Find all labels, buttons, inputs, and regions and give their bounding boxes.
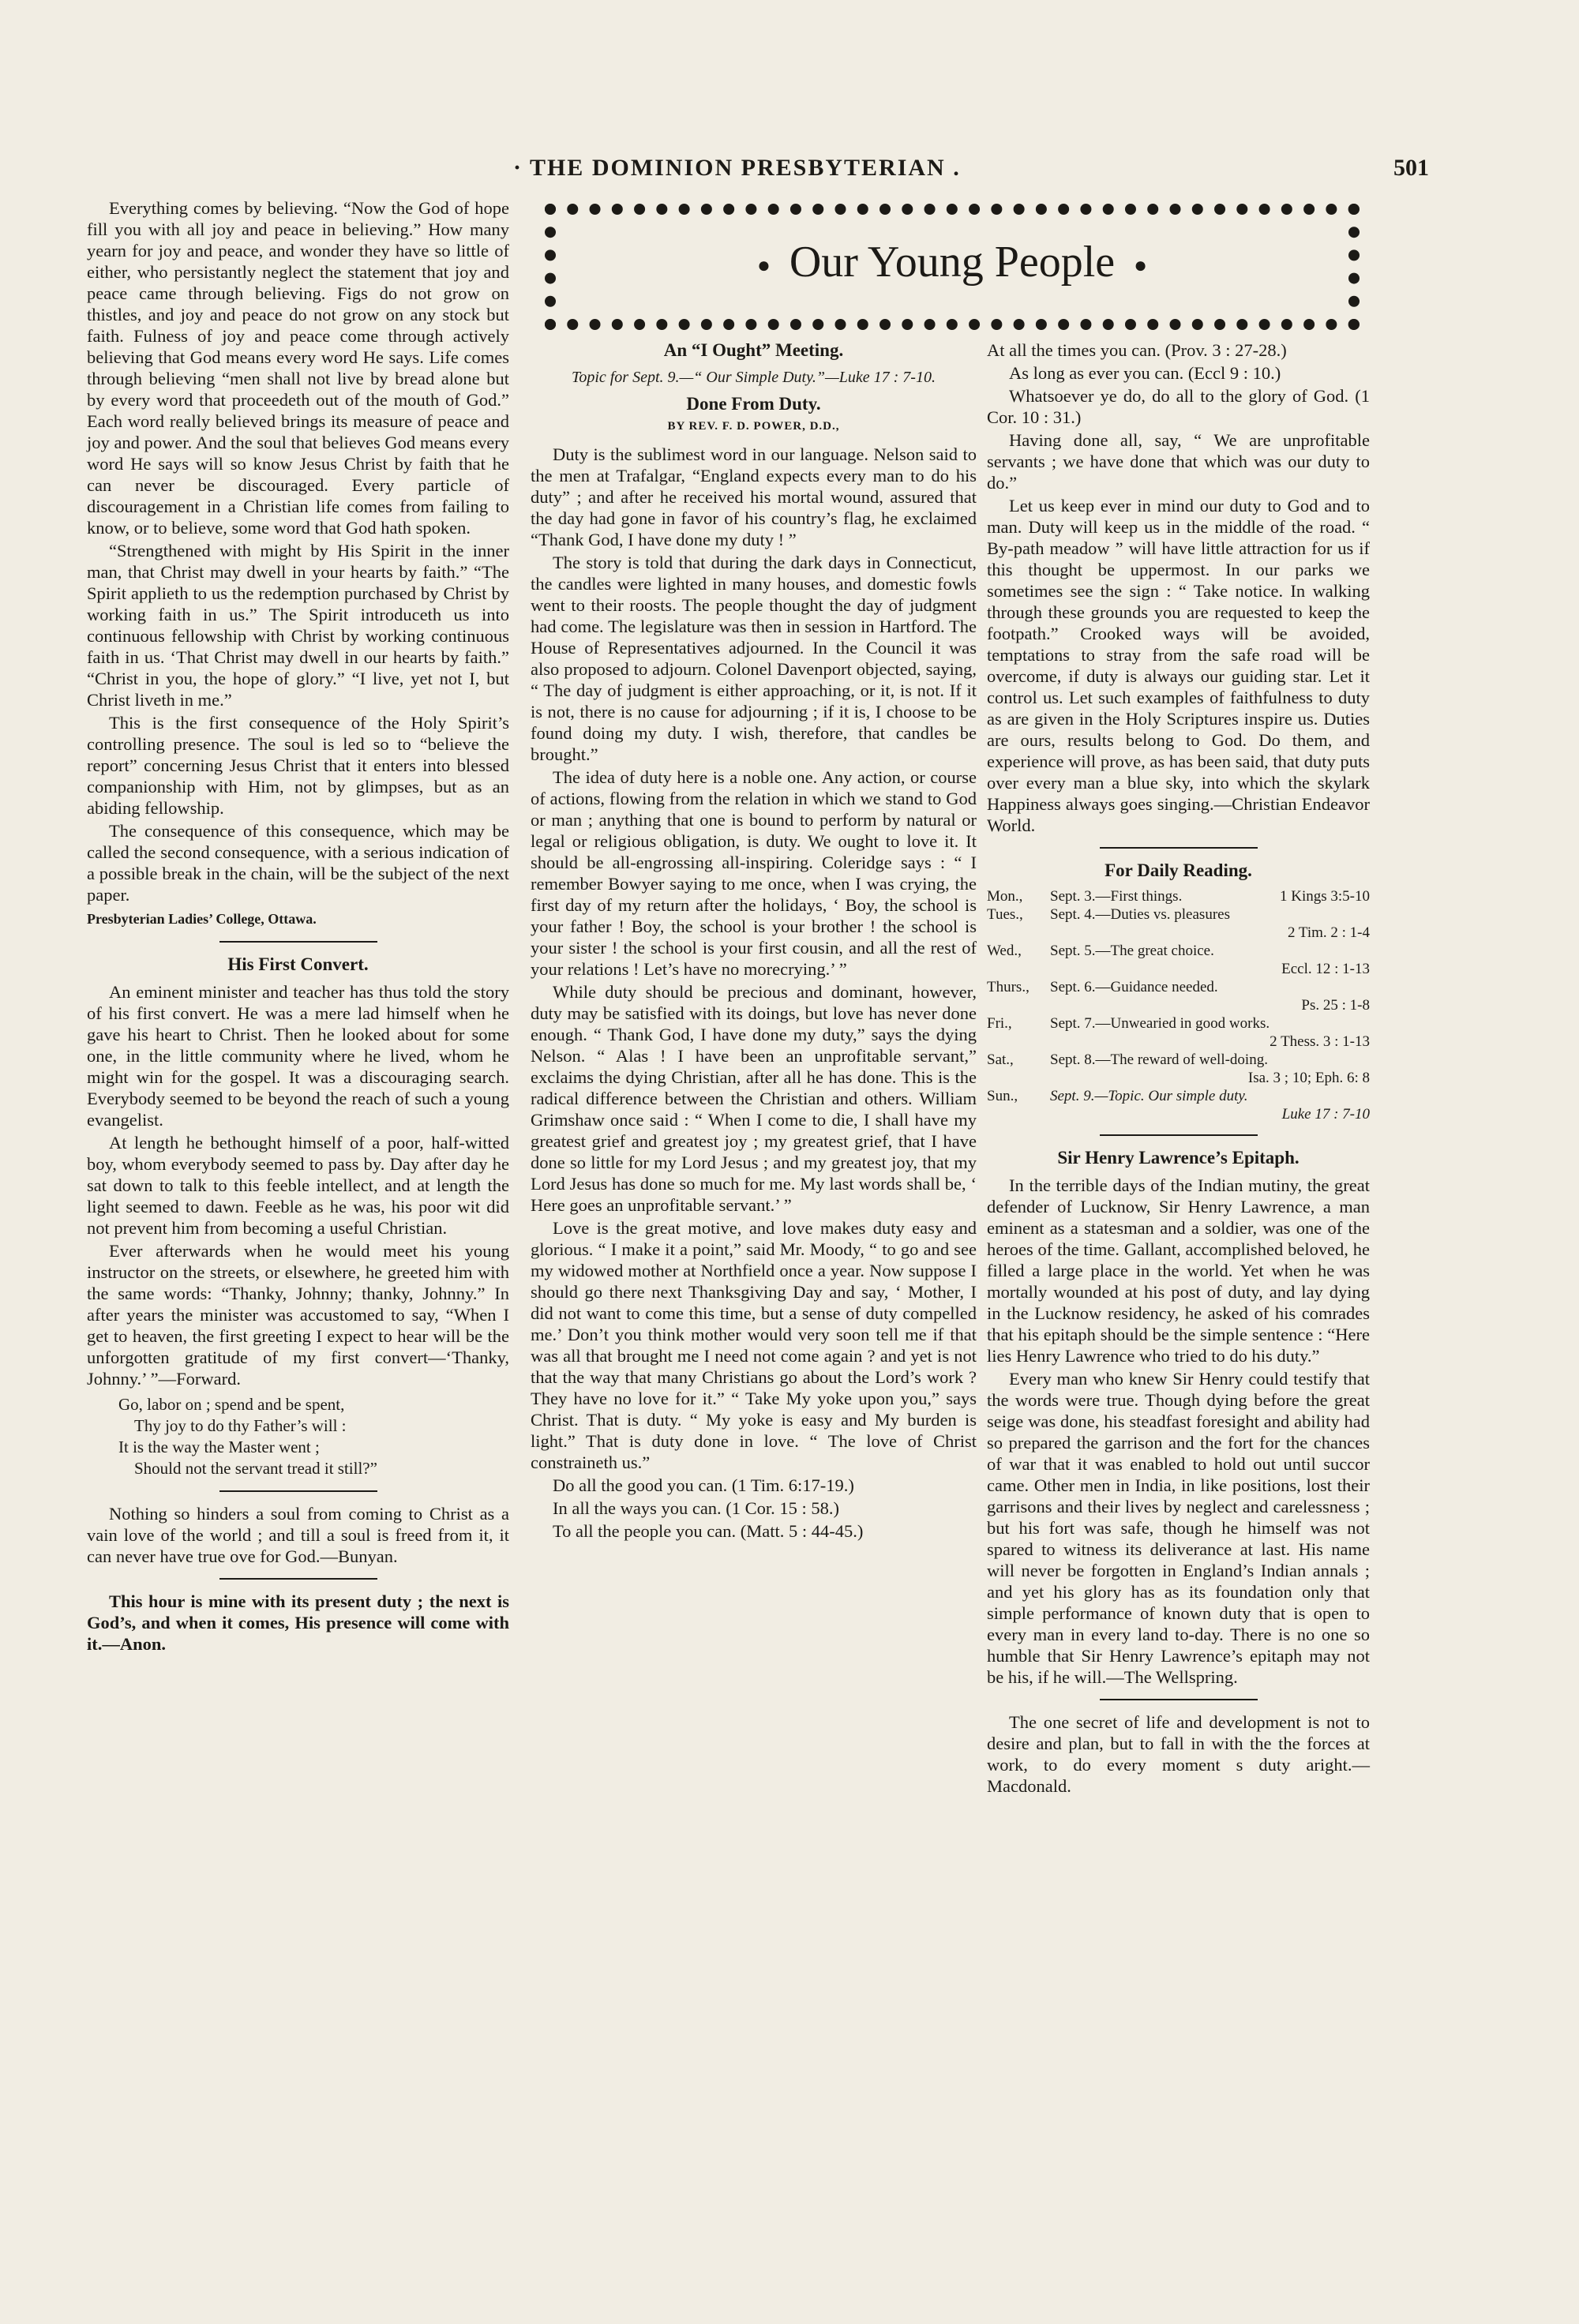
lawrence-paragraph-2: Every man who knew Sir Henry could testify that the words were true. Though dying before the great seige was done, his steadfast foresight and ability had so prepared the garrison and the fort for the chances of war that it was enabled to hold out until succor came. Other men in India, in like positions, lost their garrisons and their lives by neglect and carelessness ; but his fort was safe, though he himself was not spared to witness its deliverance at last. His name will never be forgotten in England’s Indian annals ; and yet his glory has as its foundation only that simple performance of known duty that is open to every man in every land to-day. There is no one so humble that Sir Henry Lawrence’s epitaph may not be his, if he will.—The Wellspring. <box>987 1369 1370 1687</box>
reading-day: Sun., <box>987 1088 1018 1104</box>
section-divider <box>219 941 377 943</box>
reading-day: Tues., <box>987 906 1023 923</box>
table-row <box>987 1069 1370 1087</box>
reading-ref: 2 Thess. 3 : 1-13 <box>1270 1033 1370 1050</box>
section-divider <box>219 1578 377 1580</box>
page-number: 501 <box>1393 155 1429 181</box>
reading-ref: 2 Tim. 2 : 1-4 <box>1287 924 1370 941</box>
convert-paragraph-1: An eminent minister and teacher has thus told the story of his first convert. He was a mere lad himself when he gave his heart to Christ. Then he looked about for some one, in the little community where he lived, whom he might win for the gospel. It was a discouraging search. Everybody seemed to be beyond the reach of such a young evangelist. <box>87 982 509 1130</box>
table-row <box>987 1087 1370 1105</box>
reading-text: Sept. 4.—Duties vs. pleasures <box>1050 906 1230 923</box>
duty-paragraph-10: As long as ever you can. (Eccl 9 : 10.) <box>1009 363 1281 383</box>
table-row <box>987 960 1370 978</box>
reading-text: Sept. 7.—Unwearied in good works. <box>1050 1015 1270 1032</box>
empty-cell <box>1277 1051 1370 1069</box>
banner-title-wrap <box>545 237 1360 287</box>
table-row <box>987 1051 1370 1069</box>
reading-ref: Luke 17 : 7-10 <box>1281 1106 1370 1123</box>
column-right <box>987 339 1370 1798</box>
faith-paragraph-1: Everything comes by believing. “Now the God of hope fill you with all joy and peace in believing.” How many yearn for joy and peace, and wonder they have so little of either, who persistantly neglect the statement that joy and peace came through believing. Figs do not grow on thistles, and joy and peace do not grow on any stock but faith. Fulness of joy and peace come through actively believing that God means every word He says. Life comes through believing “men shall not live by bread alone but by every word that proceedeth out of the mouth of God.” Each word really believed brings its measure of peace and joy and power. And the soul that believes God means every word He says will so know Jesus Christ by faith that he can never be discouraged. Every particle of discouragement in a Christian life comes from failing to know, or to believe, some word that God hath spoken. <box>87 198 509 538</box>
table-row <box>987 996 1370 1014</box>
meeting-heading: An “I Ought” Meeting. <box>663 340 844 360</box>
reading-text: Sept. 5.—The great choice. <box>1050 943 1214 959</box>
duty-paragraph-6: Do all the good you can. (1 Tim. 6:17-19.) <box>553 1475 854 1495</box>
duty-paragraph-8: To all the people you can. (Matt. 5 : 44-45.) <box>553 1521 864 1541</box>
empty-cell <box>1277 978 1370 996</box>
empty-cell <box>1277 905 1370 924</box>
reading-ref: Ps. 25 : 1-8 <box>1301 997 1370 1014</box>
running-title: · THE DOMINION PRESBYTERIAN . <box>513 155 961 181</box>
duty-paragraph-5: Love is the great motive, and love makes duty easy and glorious. “ I make it a point,” said Mr. Moody, “ to go and see my widowed mother at Northfield once a year. Now suppose I should go there next Thanksgiving Day and say, ‘ Mother, I did not want to come this time, but a sense of duty compelled me.’ Don’t you think mother would very soon tell me if that was all that brought me I need not come again ? and yet is not that the way that many Christians go about the Lord’s work ? They have no love for it.” “ Take My yoke upon you,” says Christ. That is duty. “ My yoke is easy and My burden is light.” That is duty done in love. “ The love of Christ constraineth us.” <box>531 1218 977 1472</box>
duty-paragraph-4: While duty should be precious and dominant, however, duty may be satisfied with its doings, but love has never done enough. “ Thank God, I have done my duty,” says the dying Nelson. “ Alas ! I have been an unprofitable servant,” exclaims the dying Christian, after all he has done. This is the radical difference between the Christian and others. William Grimshaw once said : “ When I come to die, I shall have my greatest grief and greatest joy ; my greatest grief, that I have done so little for my Lord Jesus ; and my greatest joy, that my Lord Jesus has done so much for me. My last words shall be, ‘ Here goes an unprofitable servant.’ ” <box>531 982 977 1215</box>
poem-line: It is the way the Master went ; <box>118 1438 320 1456</box>
convert-paragraph-2: At length he bethought himself of a poor, half-witted boy, whom everybody seemed to pass by. Day after day he sat down to talk to this feeble intellect, and at length the light seemed to dawn. Feeble as he was, his poor wit did not prevent him from becoming a useful Christian. <box>87 1133 509 1238</box>
table-row <box>987 887 1370 905</box>
reading-text: Sept. 3.—First things. <box>1050 888 1183 905</box>
duty-paragraph-1: Duty is the sublimest word in our language. Nelson said to the men at Trafalgar, “England expects every man to do his duty” ; and after he received his mortal wound, assured that the day had gone in favor of his country’s flag, he exclaimed “Thank God, I have done my duty ! ” <box>531 444 977 549</box>
empty-cell <box>1277 942 1370 960</box>
duty-paragraph-7: In all the ways you can. (1 Cor. 15 : 58.) <box>553 1498 840 1518</box>
banner-title: Our Young People <box>789 238 1116 287</box>
poem <box>118 1394 509 1479</box>
anon-quote: This hour is mine with its present duty ; the next is God’s, and when it comes, His presence will come with it.—Anon. <box>87 1591 509 1654</box>
article-signoff: Presbyterian Ladies’ College, Ottawa. <box>87 911 317 927</box>
page-header <box>87 155 1429 186</box>
reading-day: Mon., <box>987 888 1023 905</box>
column-middle <box>531 339 977 1543</box>
bunyan-quote: Nothing so hinders a soul from coming to Christ as a vain love of the world ; and till a soul is freed from it, it can never have true ove for God.—Bunyan. <box>87 1504 509 1566</box>
table-row <box>987 942 1370 960</box>
duty-paragraph-9: At all the times you can. (Prov. 3 : 27-28.) <box>987 340 1287 360</box>
table-row <box>987 905 1370 924</box>
macdonald-quote: The one secret of life and development is not to desire and plan, but to fall in with the the forces at work, to do every moment s duty aright.—Macdonald. <box>987 1712 1370 1796</box>
empty-cell <box>1277 1087 1370 1105</box>
table-row <box>987 1033 1370 1051</box>
faith-paragraph-4: The consequence of this consequence, which may be called the second consequence, with a serious indication of a possible break in the chain, will be the subject of the next paper. <box>87 821 509 905</box>
empty-cell <box>1277 1014 1370 1033</box>
table-row <box>987 978 1370 996</box>
lawrence-heading: Sir Henry Lawrence’s Epitaph. <box>1057 1148 1300 1168</box>
poem-line: Go, labor on ; spend and be spent, <box>118 1395 345 1414</box>
duty-paragraph-11: Whatsoever ye do, do all to the glory of God. (1 Cor. 10 : 31.) <box>987 386 1370 427</box>
duty-paragraph-2: The story is told that during the dark days in Connecticut, the candles were lighted in many houses, and domestic fowls went to their roosts. The people thought the day of judgment had come. The legislature was then in session in Hartford. The House of Representatives adjourned. In the Council it was also proposed to adjourn. Colonel Davenport objected, saying, “ The day of judgment is either approaching, or it, is not. If it is not, there is no cause for adjourning ; if it is, I choose to be found doing my duty. I wish, therefore, that candles be brought.” <box>531 553 977 764</box>
poem-line: Thy joy to do thy Father’s will : <box>134 1416 347 1435</box>
meeting-topic: Topic for Sept. 9.—“ Our Simple Duty.”—Luke 17 : 7-10. <box>572 369 936 386</box>
reading-text: Sept. 9.—Topic. Our simple duty. <box>1050 1088 1248 1104</box>
duty-subheading: Done From Duty. <box>686 394 821 414</box>
reading-ref: Eccl. 12 : 1-13 <box>1281 961 1370 977</box>
section-divider <box>1100 847 1258 849</box>
section-banner <box>545 204 1360 330</box>
table-row <box>987 924 1370 942</box>
author-byline: BY REV. F. D. POWER, D.D., <box>667 420 840 433</box>
lawrence-paragraph-1: In the terrible days of the Indian mutiny, the great defender of Lucknow, Sir Henry Lawrence, a man eminent as a statesman and a soldier, was one of the heroes of the time. Gallant, accomplished beloved, he filled a large place in the world. Yet when he was mortally wounded at his post of duty, and lay dying in the Lucknow residency, he asked of his comrades that his epitaph should be the simple sentence : “Here lies Henry Lawrence who tried to do his duty.” <box>987 1175 1370 1366</box>
reading-text: Sept. 8.—The reward of well-doing. <box>1050 1051 1268 1068</box>
convert-paragraph-3: Ever afterwards when he would meet his young instructor on the streets, or elsewhere, he greeted him with the same words: “Thanky, Johnny; thanky, Johnny.” In after years the minister was accustomed to say, “When I get to heaven, the first greeting I expect to hear will be the unforgotten gratitude of my first convert—‘Thanky, Johnny.’ ”—Forward. <box>87 1241 509 1389</box>
bullet-icon: ● <box>1134 253 1148 279</box>
duty-paragraph-12: Having done all, say, “ We are unprofitable servants ; we have done that which was our duty to do.” <box>987 430 1370 493</box>
section-divider <box>1100 1699 1258 1700</box>
daily-reading-table <box>987 887 1370 1123</box>
section-divider <box>1100 1134 1258 1136</box>
reading-day: Thurs., <box>987 979 1030 995</box>
convert-heading: His First Convert. <box>227 954 369 974</box>
duty-paragraph-13: Let us keep ever in mind our duty to God and to man. Duty will keep us in the middle of the road. “ By-path meadow ” will have little attraction for us if this thought be uppermost. In our parks we sometimes see the sign : “ Take notice. In walking through these grounds you are requested to keep the footpath.” Crooked ways will be avoided, temptations to stray from the safe road will be overcome, if duty is always our guiding star. Let it control us. Let such examples of faithfulness to duty as are given in the Holy Scriptures inspire us. Duties are ours, results belong to God. Do them, and experience will prove, as has been said, that duty puts over every man a blue sky, into which the skylark Happiness always goes singing.—Christian Endeavor World. <box>987 496 1370 835</box>
reading-ref: Isa. 3 ; 10; Eph. 6: 8 <box>1247 1070 1370 1086</box>
reading-day: Sat., <box>987 1051 1014 1068</box>
reading-day: Wed., <box>987 943 1022 959</box>
column-left <box>87 197 509 1656</box>
bullet-icon: ● <box>756 253 771 279</box>
faith-paragraph-2: “Strengthened with might by His Spirit in the inner man, that Christ may dwell in your hearts by faith.” “The Spirit applieth to us the redemption purchased by Christ by working faith in us.” The Spirit introduceth us into continuous fellowship with Christ by working continuous faith in us. ‘That Christ may dwell in our hearts by faith.” “Christ in you, the hope of glory.” “I live, yet not I, but Christ liveth in me.” <box>87 541 509 710</box>
reading-day: Fri., <box>987 1015 1012 1032</box>
reading-text: Sept. 6.—Guidance needed. <box>1050 979 1218 995</box>
reading-ref: 1 Kings 3:5-10 <box>1280 888 1370 905</box>
poem-line: Should not the servant tread it still?” <box>134 1459 377 1478</box>
table-row <box>987 1014 1370 1033</box>
daily-reading-heading: For Daily Reading. <box>1105 860 1252 880</box>
duty-paragraph-3: The idea of duty here is a noble one. Any action, or course of actions, flowing from the relation in which we stand to God or man ; anything that one is bound to perform by natural or legal or religious obligation, is duty. We ought to love it. It should be all-engrossing all-inspiring. Coleridge says : “ I remember Bowyer saying to me once, when I was crying, the first day of my return after the holidays, ‘ Boy, the school is your father ! Boy, the school is your brother ! the school is your sister ! the school is your first cousin, and all the rest of your relations ! Let’s have no morecrying.’ ” <box>531 767 977 979</box>
faith-paragraph-3: This is the first consequence of the Holy Spirit’s controlling presence. The soul is led so to “believe the report” concerning Jesus Christ that it enters into blessed companionship with Him, not by glimpses, but as an abiding fellowship. <box>87 713 509 818</box>
table-row <box>987 1105 1370 1123</box>
section-divider <box>219 1490 377 1492</box>
